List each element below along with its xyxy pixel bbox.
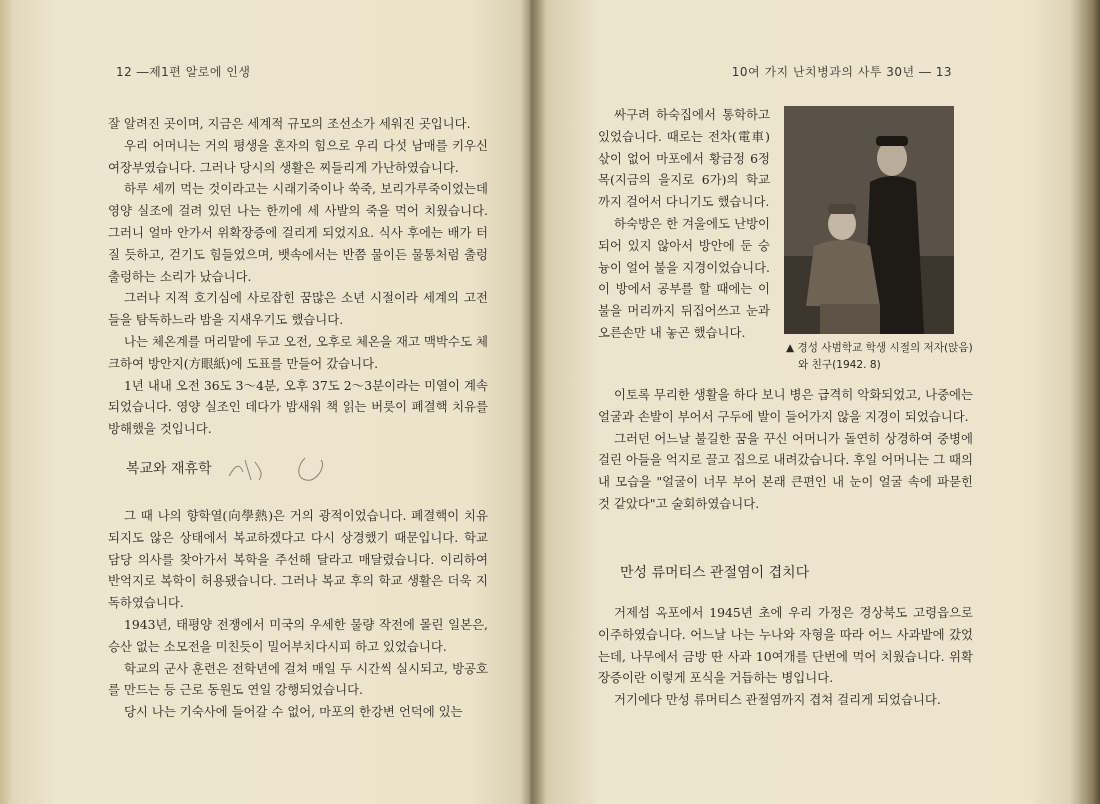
paragraph: 싸구려 하숙집에서 통학하고 있었습니다. 때로는 전차(電車) 삯이 없어 마포에서 황금정 6정목(지금의 을지로 6가)의 학교까지 걸어서 다니기도 했습니다. <box>598 107 770 210</box>
book-spine <box>520 0 546 804</box>
paragraph: 그러던 어느날 불길한 꿈을 꾸신 어머니가 돌연히 상경하여 중병에 걸린 아들을 억지로 끌고 집으로 내려갔습니다. 후일 어머니는 그 때의 내 모습을 "얼굴이 너무 부어 본래 큰편인 내 눈이 얼굴 속에 파묻힌 것 같았다"고 술회하였습니다. <box>598 430 973 511</box>
paragraph: 그러나 지적 호기심에 사로잡힌 꿈많은 소년 시절이라 세계의 고전들을 탐독하느라 밤을 지새우기도 했습니다. <box>108 290 488 328</box>
paragraph: 하루 세끼 먹는 것이라고는 시래기죽이나 쑥죽, 보리가루죽이었는데 영양 실조에 걸려 있던 나는 한끼에 세 사발의 죽을 먹어 치웠습니다. 그러니 얼마 안가서 위확장증에 걸리게 되었지요. 식사 후에는 배가 터질 듯하고, 걷기도 힘들었으며, 뱃속에서는 반쯤 물이든 물통처럼 출렁출렁하는 소리가 났습니다. <box>108 181 488 284</box>
photo-caption-line-1: ▲ 경성 사범학교 학생 시절의 저자(앉음) <box>786 342 973 354</box>
paragraph: 당시 나는 기숙사에 들어갈 수 없어, 마포의 한강변 언덕에 있는 <box>124 704 463 720</box>
paragraph: 거기에다 만성 류머티스 관절염까지 겹쳐 걸리게 되었습니다. <box>614 692 941 708</box>
right-page-body-bottom <box>598 602 973 711</box>
left-page-body-top <box>108 113 488 440</box>
paragraph: 이토록 무리한 생활을 하다 보니 병은 급격히 악화되었고, 나중에는 얼굴과 손발이 부어서 구두에 발이 들어가지 않을 지경이 되었습니다. <box>598 387 973 424</box>
section-heading-right: 만성 류머티스 관절염이 겹치다 <box>620 565 810 581</box>
left-page <box>0 0 548 804</box>
paragraph: 그 때 나의 향학열(向學熱)은 거의 광적이었습니다. 폐결핵이 치유되지도 않은 상태에서 복교하겠다고 다시 상경했기 때문입니다. 학교 담당 의사를 찾아가서 복학을 주선해 달라고 매달렸습니다. 이리하여 반억지로 복학이 허용됐습니다. 그러나 복교 후의 학교 생활은 더욱 지독하였습니다. <box>108 508 488 611</box>
paragraph: 1943년, 태평양 전쟁에서 미국의 우세한 물량 작전에 몰린 일본은, 승산 없는 소모전을 미친듯이 밀어부치다시피 하고 있었습니다. <box>108 616 488 654</box>
right-page-header: 10여 가지 난치병과의 사투 30년 ― 13 <box>731 65 952 79</box>
author-photo <box>784 106 954 334</box>
paragraph: 거제섬 옥포에서 1945년 초에 우리 가정은 경상북도 고령읍으로 이주하였습니다. 어느날 나는 누나와 자형을 따라 어느 사과밭에 갔었는데, 나무에서 금방 딴 사과 10여개를 단번에 먹어 치웠습니다. 위확장증이란 이렇게 포식을 거듭하는 병입니다. <box>598 605 973 686</box>
photo-caption <box>786 340 976 374</box>
section-heading-left: 복교와 재휴학 <box>126 461 212 477</box>
pencil-scribble-icon <box>225 452 335 488</box>
right-page-body-mid <box>598 384 973 515</box>
paragraph: 학교의 군사 훈련은 전학년에 걸쳐 매일 두 시간씩 실시되고, 방공호를 만드는 등 근로 동원도 연일 강행되었습니다. <box>108 660 488 698</box>
photo-caption-line-2: 와 친구(1942. 8) <box>798 359 881 371</box>
paragraph: 1년 내내 오전 36도 3～4분, 오후 37도 2～3분이라는 미열이 계속되었습니다. 영양 실조인 데다가 밤새워 책 읽는 버릇이 폐결핵 치유를 방해했을 것입니다. <box>108 377 488 437</box>
left-page-header: 12 ―제1편 알로에 인생 <box>116 65 251 79</box>
right-page-body-beside-photo <box>598 104 770 344</box>
photo-two-students-icon <box>784 106 954 334</box>
paragraph: 나는 체온계를 머리맡에 두고 오전, 오후로 체온을 재고 맥박수도 체크하여 방안지(方眼紙)에 도표를 만들어 갔습니다. <box>108 333 488 371</box>
paragraph: 우리 어머니는 거의 평생을 혼자의 힘으로 우리 다섯 남매를 키우신 여장부였습니다. 그러나 당시의 생활은 찌들리게 가난하였습니다. <box>108 137 488 175</box>
paragraph: 잘 알려진 곳이며, 지금은 세계적 규모의 조선소가 세워진 곳입니다. <box>108 116 471 131</box>
paragraph: 하숙방은 한 겨울에도 난방이 되어 있지 않아서 방안에 둔 숭늉이 얼어 불을 지경이었습니다. 이 방에서 공부를 할 때에는 이불을 머리까지 뒤집어쓰고 눈과 오른손만 내 놓곤 했습니다. <box>598 215 770 340</box>
left-page-body-bottom <box>108 505 488 723</box>
